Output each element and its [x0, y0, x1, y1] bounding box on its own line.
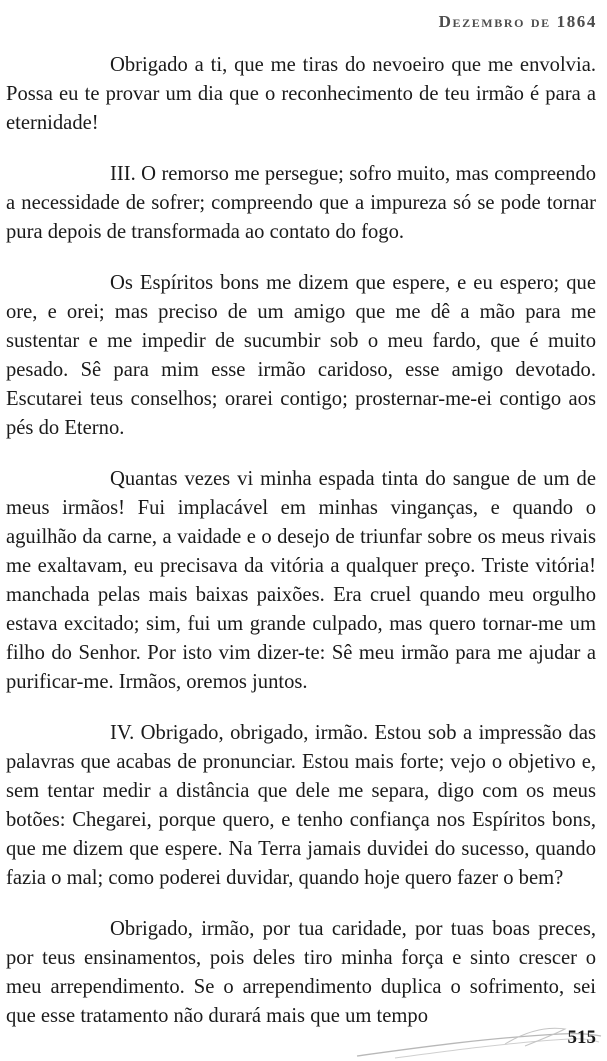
body-paragraph-3: Os Espíritos bons me dizem que espere, e eu espero; que ore, e orei; mas preciso de um amigo que me dê a mão para me sustentar e me impedir de sucumbir sob o meu fardo, que é muito pesado. Sê para mim esse irmão caridoso, esse amigo devotado. Escutarei teus conselhos; orarei contigo; prosternar-me-ei contigo aos pés do Eterno. [6, 272, 596, 439]
body-paragraph-1: Obrigado a ti, que me tiras do nevoeiro que me envolvia. Possa eu te provar um dia que o reconhecimento de teu irmão é para a eternidade! [6, 54, 596, 134]
running-header: Dezembro de 1864 [438, 12, 597, 31]
body-paragraph-4: Quantas vezes vi minha espada tinta do sangue de um de meus irmãos! Fui implacável em minhas vinganças, e quando o aguilhão da carne, a vaidade e o desejo de triunfar sobre os meus rivais me exaltavam, eu precisava da vitória a qualquer preço. Triste vitória! manchada pelas mais baixas paixões. Era cruel quando meu orgulho estava excitado; sim, fui um grande culpado, mas quero tornar-me um filho do Senhor. Por isto vim dizer-te: Sê meu irmão para me ajudar a purificar-me. Irmãos, oremos juntos. [6, 468, 596, 693]
body-paragraph-2: III. O remorso me persegue; sofro muito, mas compreendo a necessidade de sofrer; compreendo que a impureza só se pode tornar pura depois de transformada ao contato do fogo. [6, 163, 596, 243]
body-paragraph-6: Obrigado, irmão, por tua caridade, por tuas boas preces, por teus ensinamentos, pois deles tiro minha força e sinto crescer o meu arrependimento. Se o arrependimento duplica o sofrimento, sei que esse tratamento não durará mais que um tempo [6, 918, 596, 1027]
body-paragraph-5: IV. Obrigado, obrigado, irmão. Estou sob a impressão das palavras que acabas de pronunciar. Estou mais forte; vejo o objetivo e, sem tentar medir a distância que dele me separa, digo com os meus botões: Chegarei, porque quero, e tenho confiança nos Espíritos bons, que me dizem que espere. Na Terra jamais duvidei do sucesso, quando fazia o mal; como poderei duvidar, quando hoje quero fazer o bem? [6, 722, 596, 889]
page-number: 515 [567, 1027, 596, 1048]
page-body [6, 51, 596, 1031]
